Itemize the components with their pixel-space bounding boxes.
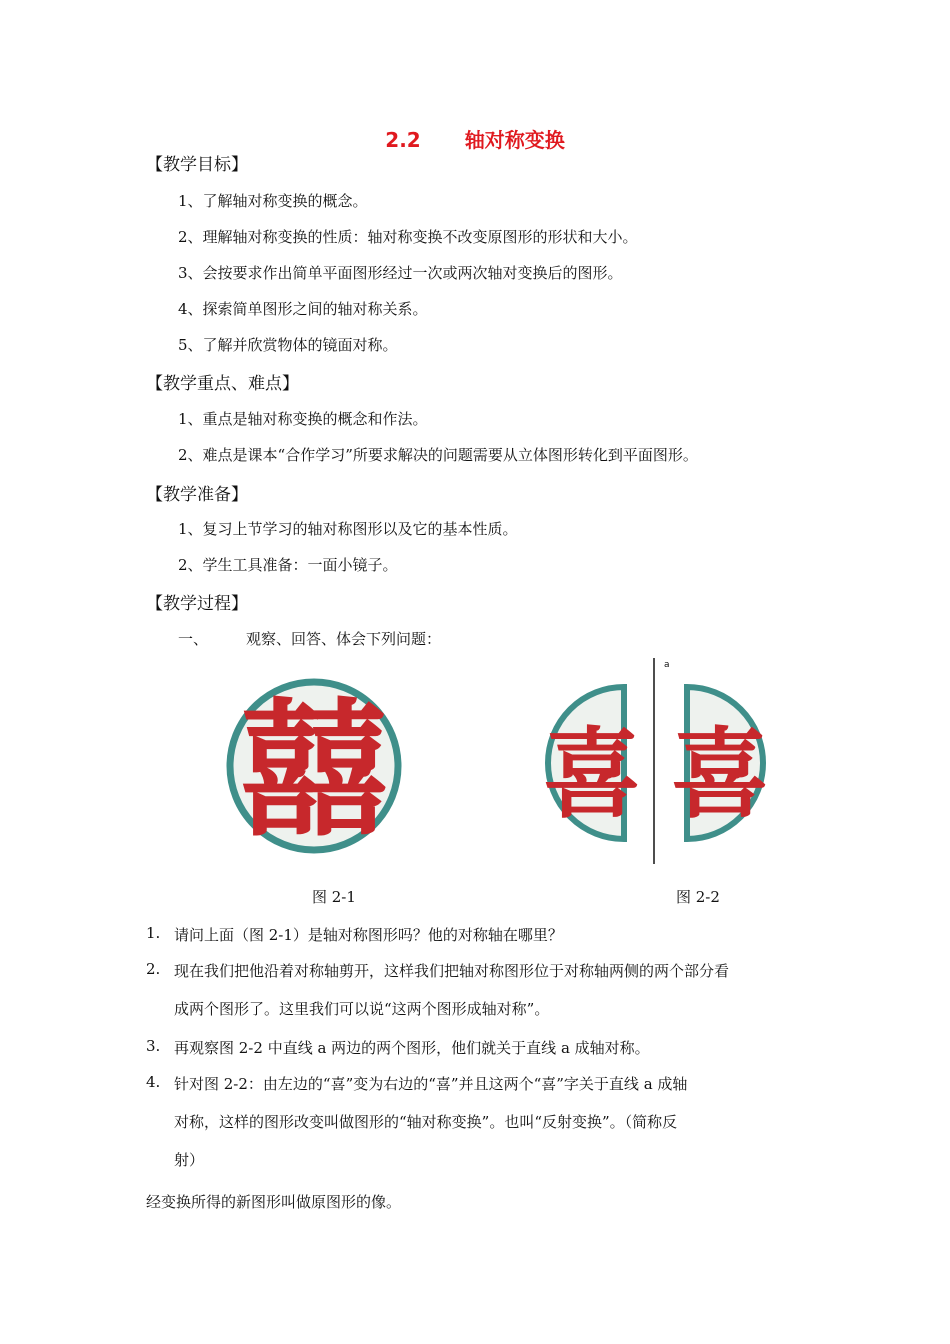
figure-caption-1: 图 2-1 (312, 888, 356, 906)
keypoint-item: 2、难点是课本“合作学习”所要求解决的问题需要从立体图形转化到平面图形。 (178, 446, 698, 464)
question-line: 针对图 2-2：由左边的“喜”变为右边的“喜”并且这两个“喜”字关于直线 a 成轴 (174, 1075, 688, 1093)
question-number: 4. (146, 1073, 161, 1091)
question-text (174, 1037, 814, 1075)
double-happiness-seal-figure (226, 676, 402, 856)
closing-paragraph: 经变换所得的新图形叫做原图形的像。 (146, 1193, 402, 1211)
goal-item: 5、了解并欣赏物体的镜面对称。 (178, 336, 398, 354)
page-title (0, 124, 950, 153)
question-text (174, 1073, 814, 1187)
section-heading-prep: 【教学准备】 (146, 485, 248, 505)
section-heading-process: 【教学过程】 (146, 594, 248, 614)
section-heading-goals: 【教学目标】 (146, 155, 248, 175)
keypoint-item: 1、重点是轴对称变换的概念和作法。 (178, 410, 428, 428)
seal-character: 囍 (240, 685, 388, 857)
question-line: 再观察图 2-2 中直线 a 两边的两个图形，他们就关于直线 a 成轴对称。 (174, 1039, 650, 1057)
left-half-seal-figure (542, 684, 642, 842)
process-step-text: 观察、回答、体会下列问题： (246, 630, 442, 648)
right-half-character: 喜 (670, 718, 770, 832)
axis-label: a (664, 660, 670, 670)
prep-item: 1、复习上节学习的轴对称图形以及它的基本性质。 (178, 520, 518, 538)
right-half-seal-figure (670, 684, 770, 842)
goal-item: 1、了解轴对称变换的概念。 (178, 192, 368, 210)
figure-caption-2: 图 2-2 (676, 888, 720, 906)
prep-item: 2、学生工具准备：一面小镜子。 (178, 556, 398, 574)
question-number: 1. (146, 924, 161, 942)
question-number: 2. (146, 960, 161, 978)
symmetry-axis-line (650, 658, 658, 864)
question-line: 成两个图形了。这里我们可以说“这两个图形成轴对称”。 (174, 1000, 550, 1018)
title-number: 2.2 (385, 128, 421, 152)
goal-item: 2、理解轴对称变换的性质：轴对称变换不改变原图形的形状和大小。 (178, 228, 638, 246)
section-heading-keypoints: 【教学重点、难点】 (146, 374, 299, 394)
question-line: 对称，这样的图形改变叫做图形的“轴对称变换”。也叫“反射变换”。（简称反 (174, 1113, 678, 1131)
question-number: 3. (146, 1037, 161, 1055)
question-text (174, 924, 814, 962)
question-line: 现在我们把他沿着对称轴剪开，这样我们把轴对称图形位于对称轴两侧的两个部分看 (174, 962, 730, 980)
question-text (174, 960, 814, 1036)
question-line: 射） (174, 1151, 205, 1169)
left-half-character: 喜 (542, 718, 642, 832)
goal-item: 3、会按要求作出简单平面图形经过一次或两次轴对变换后的图形。 (178, 264, 623, 282)
question-line: 请问上面（图 2-1）是轴对称图形吗？他的对称轴在哪里？ (174, 926, 563, 944)
process-step-number: 一、 (178, 630, 209, 648)
title-text: 轴对称变换 (464, 128, 565, 152)
goal-item: 4、探索简单图形之间的轴对称关系。 (178, 300, 428, 318)
